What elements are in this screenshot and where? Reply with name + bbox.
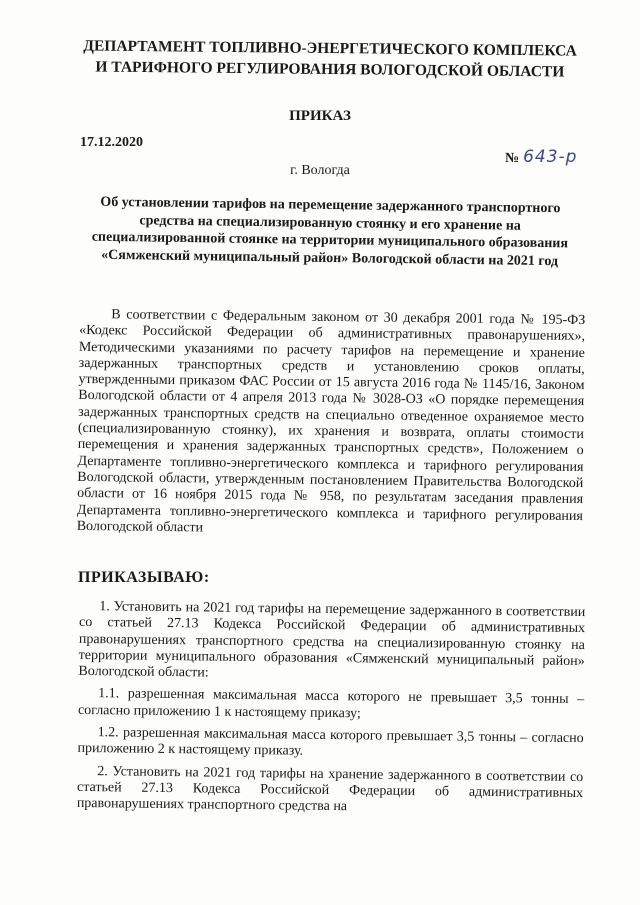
prikazyvayu-heading: ПРИКАЗЫВАЮ: [78, 569, 210, 586]
order-item-2: 2. Установить на 2021 год тарифы на хранение задержанного в соответствии со статьей 27.13 Кодекса Российской Федерации об административных правонарушениях транспортного средства на [76, 763, 584, 815]
handwritten-number: 643-р [523, 147, 578, 167]
department-header [60, 35, 600, 83]
order-item-1: 1. Установить на 2021 год тарифы на перемещение задержанного в соответствии со статьей 27.13 Кодекса Российской Федерации об административных правонарушениях транспортного средства на специализированную стоянку на территории муниципального образования «Сямженский муниципальный район» Вологодской области: [78, 599, 586, 681]
order-date: 17.12.2020 [80, 135, 143, 150]
order-title: ПРИКАЗ [289, 108, 351, 124]
order-items [77, 599, 586, 825]
order-item-1-2: 1.2. разрешенная максимальная масса которого превышает 3,5 тонны – согласно приложению 2 к настоящему приказу. [77, 725, 584, 760]
order-subject: Об установлении тарифов на перемещение задержанного транспортного средства на специализированную стоянку и его хранение на специализированной стоянке на территории муниципального образования «Сямженский муниципальный район» Вологодской области на 2021 год [91, 194, 569, 269]
city: г. Вологда [290, 163, 350, 178]
order-item-1-1: 1.1. разрешенная максимальная масса которого не превышает 3,5 тонны – согласно приложению 1 к настоящему приказу; [77, 686, 585, 722]
preamble-text: В соответствии с Федеральным законом от 30 декабря 2001 года № 195-ФЗ «Кодекс Российской Федерации об административных правонарушениях», Методическими указаниями по расчету тарифов на перемещение и хранение задержанных транспортных средств и установлению сроков оплаты, утвержденными приказом ФАС России от 15 августа 2016 года № 1145/16, Законом Вологодской области от 4 апреля 2013 года № 3028-ОЗ «О порядке перемещения задержанных транспортных средств на специально отведенное охраняемое место (специализированную стоянку), их хранения и возврата, оплаты стоимости перемещения и хранения задержанных транспортных средств», Положением о Департаменте топливно-энергетического комплекса и тарифного регулирования Вологодской области, утвержденным постановлением Правительства Вологодской области от 16 ноября 2015 года № 958, по результатам заседания правления Департамента топливно-энергетического комплекса и тарифного регулирования Вологодской области [76, 307, 586, 536]
header-line-2: И ТАРИФНОГО РЕГУЛИРОВАНИЯ ВОЛОГОДСКОЙ ОБЛАСТИ [95, 58, 565, 81]
header-line-1: ДЕПАРТАМЕНТ ТОПЛИВНО-ЭНЕРГЕТИЧЕСКОГО КОМПЛЕКСА [83, 37, 577, 60]
preamble [77, 307, 586, 541]
number-sign: № [505, 151, 520, 166]
